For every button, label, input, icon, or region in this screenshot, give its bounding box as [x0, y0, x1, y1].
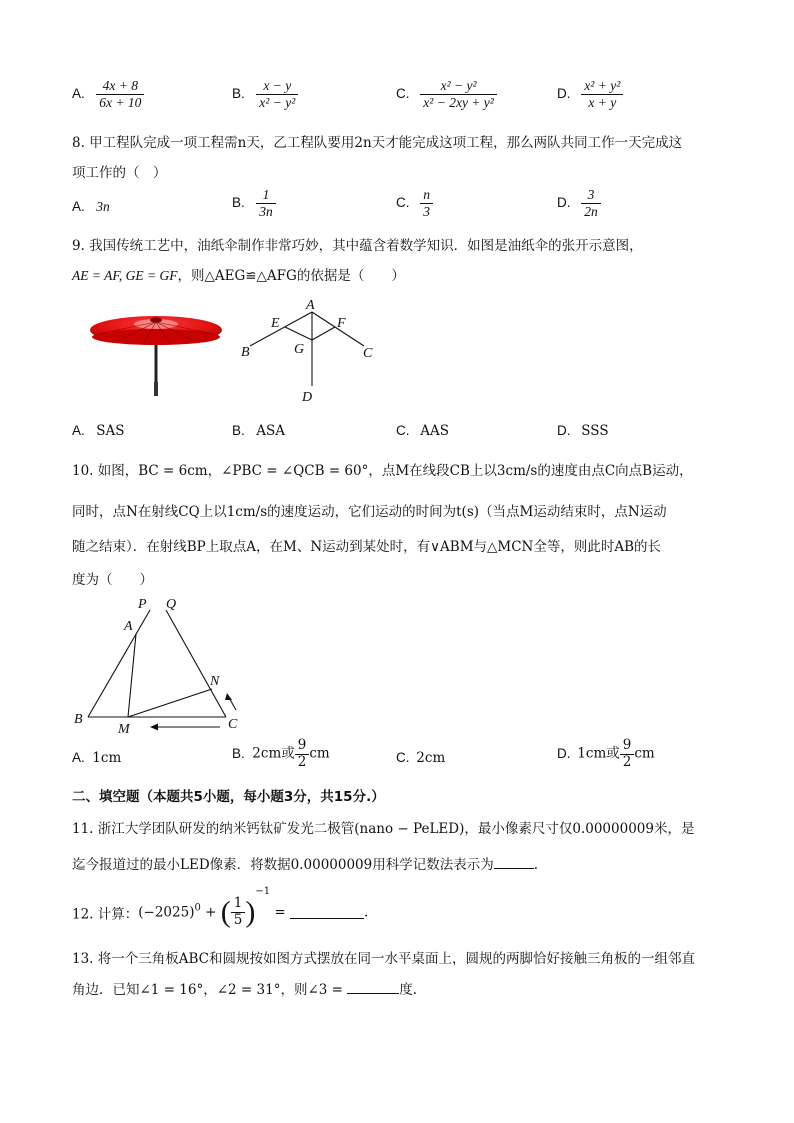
- q10-b-numerator: 9: [295, 738, 310, 755]
- label-b: B: [241, 345, 250, 360]
- q10-b-pre: 2cm或: [252, 745, 295, 762]
- answer-blank[interactable]: [290, 906, 364, 919]
- q12-base: (−2025): [138, 904, 195, 921]
- q9-option-a: [72, 423, 125, 439]
- q9-figure: [236, 296, 386, 408]
- arrowhead-left: [150, 724, 158, 731]
- q8-d-numerator: 3: [581, 187, 601, 204]
- q11-line2: [72, 853, 538, 873]
- q10-b-denominator: 2: [297, 753, 307, 770]
- option-letter: B.: [232, 423, 245, 438]
- option-letter: D.: [557, 194, 571, 210]
- option-letter: B.: [232, 85, 245, 101]
- q8-line1: 8. 甲工程队完成一项工程需n天，乙工程队要用2n天才能完成这项工程，那么两队共同工作一天完成这: [72, 135, 683, 151]
- q7-c-denominator: x² − 2xy + y²: [423, 94, 494, 110]
- period: .: [533, 857, 539, 873]
- label-a: A: [306, 298, 315, 313]
- q9-option-d: [557, 423, 609, 439]
- q9-d-text: SSS: [581, 423, 609, 439]
- q10-d-numerator: 9: [620, 738, 635, 755]
- q9-line1: 9. 我国传统工艺中，油纸伞制作非常巧妙，其中蕴含着数学知识．如图是油纸伞的张开示意图，: [72, 238, 643, 254]
- ray-bp: [88, 610, 150, 717]
- q8-a-value: 3n: [96, 199, 110, 214]
- q10-c-text: 2cm: [416, 750, 446, 766]
- q11-text: 迄今报道过的最小LED像素．将数据0.00000009用科学记数法表示为: [72, 857, 494, 873]
- q12-exp0: 0: [194, 902, 201, 914]
- answer-blank[interactable]: [494, 856, 534, 869]
- label-n: N: [210, 674, 220, 689]
- q10-option-b: [232, 738, 330, 770]
- q12-numerator: 1: [231, 896, 246, 913]
- option-letter: C.: [396, 750, 410, 765]
- q10-a-text: 1cm: [92, 750, 122, 766]
- q7-option-c: [396, 78, 497, 110]
- segment-ab: [250, 312, 312, 346]
- option-letter: C.: [396, 85, 410, 101]
- q13-line2: [72, 978, 417, 998]
- q10-option-c: [396, 750, 445, 766]
- label-p: P: [138, 597, 147, 612]
- segment-fg: [312, 327, 335, 340]
- label-g: G: [294, 342, 305, 357]
- q10-figure: [70, 592, 250, 740]
- q7-b-numerator: x − y: [256, 78, 298, 95]
- q7-c-numerator: x² − y²: [420, 78, 497, 95]
- section-heading: 二、填空题（本题共5小题，每小题3分，共15分.）: [72, 789, 385, 805]
- q8-option-a: [72, 199, 110, 215]
- left-paren: (: [220, 895, 231, 929]
- option-letter: C.: [396, 194, 410, 210]
- label-d: D: [302, 390, 313, 405]
- q9-line2: [72, 264, 405, 284]
- q10-b-post: cm: [309, 745, 330, 762]
- q12-eq: =: [270, 904, 290, 921]
- q9-b-text: ASA: [256, 423, 286, 439]
- option-letter: B.: [232, 745, 245, 761]
- label-b: B: [74, 712, 83, 727]
- q7-d-numerator: x² + y²: [581, 78, 623, 95]
- option-letter: D.: [557, 745, 571, 761]
- option-letter: B.: [232, 194, 245, 210]
- q12-denominator: 5: [233, 912, 243, 928]
- label-f: F: [337, 316, 346, 331]
- q7-b-denominator: x² − y²: [259, 94, 296, 110]
- label-m: M: [118, 722, 130, 737]
- label-c: C: [228, 717, 238, 732]
- option-letter: A.: [72, 423, 85, 438]
- q10-line1: 10. 如图，BC = 6cm，∠PBC = ∠QCB = 60°，点M在线段CB上以3cm/s的速度由点C向点B运动，: [72, 463, 693, 479]
- option-letter: A.: [72, 750, 85, 765]
- q8-c-numerator: n: [420, 187, 433, 204]
- q7-a-numerator: 4x + 8: [96, 78, 144, 95]
- option-letter: A.: [72, 199, 85, 214]
- q13-line1: 13. 将一个三角板ABC和圆规按如图方式摆放在同一水平桌面上，圆规的两脚恰好接触三角板的一组邻直: [72, 951, 696, 967]
- q8-option-d: [557, 187, 601, 219]
- q8-b-numerator: 1: [256, 187, 276, 204]
- q8-option-b: [232, 187, 276, 219]
- segment-eg: [285, 327, 312, 340]
- q7-d-denominator: x + y: [588, 94, 617, 110]
- q12-exp: −1: [255, 886, 271, 897]
- q9-condition: AE = AF, GE = GF: [72, 268, 178, 283]
- q10-line4: 度为（ ）: [72, 572, 153, 588]
- right-paren: ): [245, 895, 256, 929]
- q9-option-c: [396, 423, 449, 439]
- q8-line2: 项工作的（ ）: [72, 165, 167, 181]
- q9-c-text: AAS: [420, 423, 450, 439]
- q9-option-b: [232, 423, 285, 439]
- q10-line3: 随之结束）．在射线BP上取点A，在M、N运动到某处时，有∨ABM与△MCN全等，则此时AB的长: [72, 539, 662, 555]
- q7-a-denominator: 6x + 10: [99, 94, 142, 110]
- q7-option-d: [557, 78, 623, 110]
- q7-option-a: [72, 78, 144, 110]
- label-e: E: [271, 316, 280, 331]
- q10-d-pre: 1cm或: [577, 745, 620, 762]
- answer-blank[interactable]: [347, 981, 399, 994]
- q12: [72, 886, 368, 930]
- q10-option-a: [72, 750, 121, 766]
- label-q: Q: [166, 597, 177, 612]
- q12-prefix: 12. 计算：: [72, 906, 139, 923]
- q9-a-text: SAS: [96, 423, 125, 439]
- umbrella-handle: [154, 382, 158, 396]
- q13-suffix: 度.: [399, 982, 418, 998]
- q10-line2: 同时，点N在射线CQ上以1cm/s的速度运动，它们运动的时间为t(s)（当点M运动结束时，点N运动: [72, 504, 667, 520]
- label-a: A: [124, 619, 133, 634]
- q9-question: ，则△AEG≌△AFG的依据是（ ）: [177, 268, 405, 284]
- q8-c-denominator: 3: [423, 203, 431, 219]
- q7-option-b: [232, 78, 298, 110]
- q10-d-post: cm: [634, 745, 655, 762]
- umbrella-image: [88, 308, 224, 400]
- q13-text: 角边．已知∠1 = 16°，∠2 = 31°，则∠3 =: [72, 982, 348, 998]
- q8-b-denominator: 3n: [259, 203, 273, 219]
- q11-line1: 11. 浙江大学团队研发的纳米钙钛矿发光二极管(nano − PeLED)，最小像素尺寸仅0.00000009米，是: [72, 821, 695, 837]
- segment-mn: [128, 689, 212, 717]
- option-letter: C.: [396, 423, 410, 438]
- arrowhead-up: [225, 693, 232, 700]
- q10-option-d: [557, 738, 655, 770]
- q8-option-c: [396, 187, 433, 219]
- q12-plus: +: [200, 904, 221, 921]
- umbrella-top: [150, 318, 162, 323]
- period: .: [364, 904, 369, 921]
- option-letter: D.: [557, 85, 571, 101]
- option-letter: A.: [72, 85, 85, 101]
- option-letter: D.: [557, 423, 571, 438]
- label-c: C: [363, 346, 373, 361]
- q10-d-denominator: 2: [622, 753, 632, 770]
- q8-d-denominator: 2n: [584, 203, 598, 219]
